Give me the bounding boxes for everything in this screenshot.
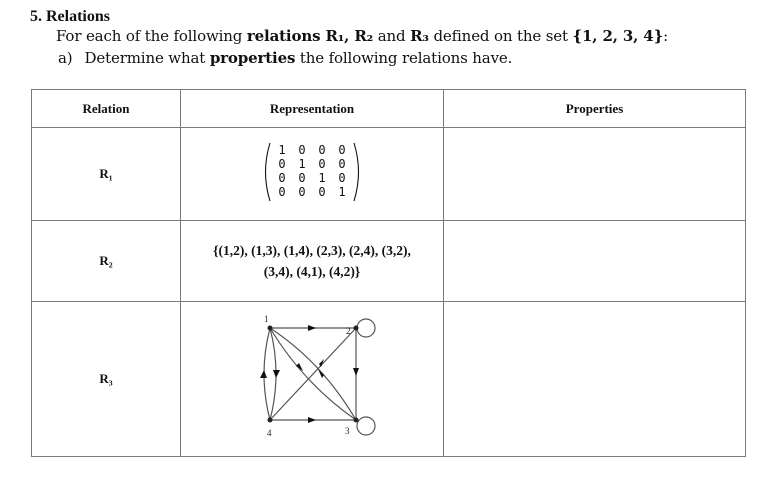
matrix-cell: 0 [318, 142, 326, 157]
matrix-cell: 0 [338, 170, 346, 185]
matrix-cell: 1 [278, 142, 286, 157]
loop-3 [357, 417, 375, 435]
node-1 [268, 326, 273, 331]
node-3 [354, 418, 359, 423]
loop-2 [357, 319, 375, 337]
matrix-cell: 0 [278, 184, 286, 199]
matrix-cell: 0 [298, 170, 306, 185]
matrix-cell: 0 [298, 142, 306, 157]
set-line-2: (3,4), (4,1), (4,2)} [263, 264, 361, 279]
representation-r1 [181, 128, 444, 221]
subquestion-label: a) [58, 49, 73, 67]
matrix-cell: 0 [338, 156, 346, 171]
relation-name-r2: R₂ [32, 221, 181, 302]
node-label-1: 1 [264, 314, 269, 324]
matrix-cell: 1 [318, 170, 326, 185]
problem-heading: 5. Relations [30, 8, 110, 25]
table-header-row [32, 90, 746, 128]
edge-1-2-arrow [308, 325, 316, 331]
relation-name-r1: R₁ [32, 128, 181, 221]
properties-r1[interactable] [444, 128, 746, 221]
representation-r2 [181, 221, 444, 302]
node-label-2: 2 [346, 326, 351, 336]
intro-relations: relations R₁, R₂ [246, 27, 374, 45]
intro-defined: defined on the set [433, 27, 568, 45]
table-row-r2 [32, 221, 746, 302]
matrix-cell: 1 [298, 156, 306, 171]
edge-1-4-left-arrow [260, 370, 267, 378]
set-line-1: {(1,2), (1,3), (1,4), (2,3), (2,4), (3,2), [213, 243, 411, 258]
subquestion-a [58, 49, 512, 67]
properties-r3[interactable] [444, 302, 746, 457]
matrix-svg [260, 140, 364, 204]
matrix-cell: 0 [278, 170, 286, 185]
matrix-cell: 0 [318, 156, 326, 171]
node-4 [268, 418, 273, 423]
set-notation-r2 [181, 240, 443, 282]
matrix-right-bracket [354, 143, 359, 201]
subquestion-suffix: the following relations have. [299, 49, 513, 67]
table-row-r3 [32, 302, 746, 457]
matrix-r1 [260, 140, 364, 209]
subquestion-prefix: Determine what [84, 49, 206, 67]
intro-and: and [377, 27, 406, 45]
problem-intro [56, 27, 668, 45]
properties-r2[interactable] [444, 221, 746, 302]
header-representation: Representation [181, 90, 444, 128]
header-relation: Relation [32, 90, 181, 128]
edge-2-3-arrow [353, 368, 359, 376]
digraph-r3 [242, 314, 382, 444]
edge-1-4-right-arrow [273, 370, 280, 378]
node-label-4: 4 [267, 428, 272, 438]
header-properties: Properties [444, 90, 746, 128]
matrix-cell: 0 [318, 184, 326, 199]
edge-4-2 [270, 328, 356, 420]
relation-name-r3: R₃ [32, 302, 181, 457]
intro-end: : [663, 27, 668, 45]
subquestion-keyword: properties [209, 49, 296, 67]
matrix-left-bracket [266, 143, 271, 201]
edge-4-3-arrow [308, 417, 316, 423]
node-label-3: 3 [345, 426, 350, 436]
matrix-cell: 0 [298, 184, 306, 199]
matrix-cell: 1 [338, 184, 346, 199]
representation-r3 [181, 302, 444, 457]
intro-prefix: For each of the following [56, 27, 243, 45]
intro-r3: R₃ [410, 27, 429, 45]
node-2 [354, 326, 359, 331]
table-row-r1 [32, 128, 746, 221]
intro-set: {1, 2, 3, 4} [572, 27, 664, 45]
relations-table [31, 89, 746, 457]
matrix-cell: 0 [338, 142, 346, 157]
matrix-cell: 0 [278, 156, 286, 171]
